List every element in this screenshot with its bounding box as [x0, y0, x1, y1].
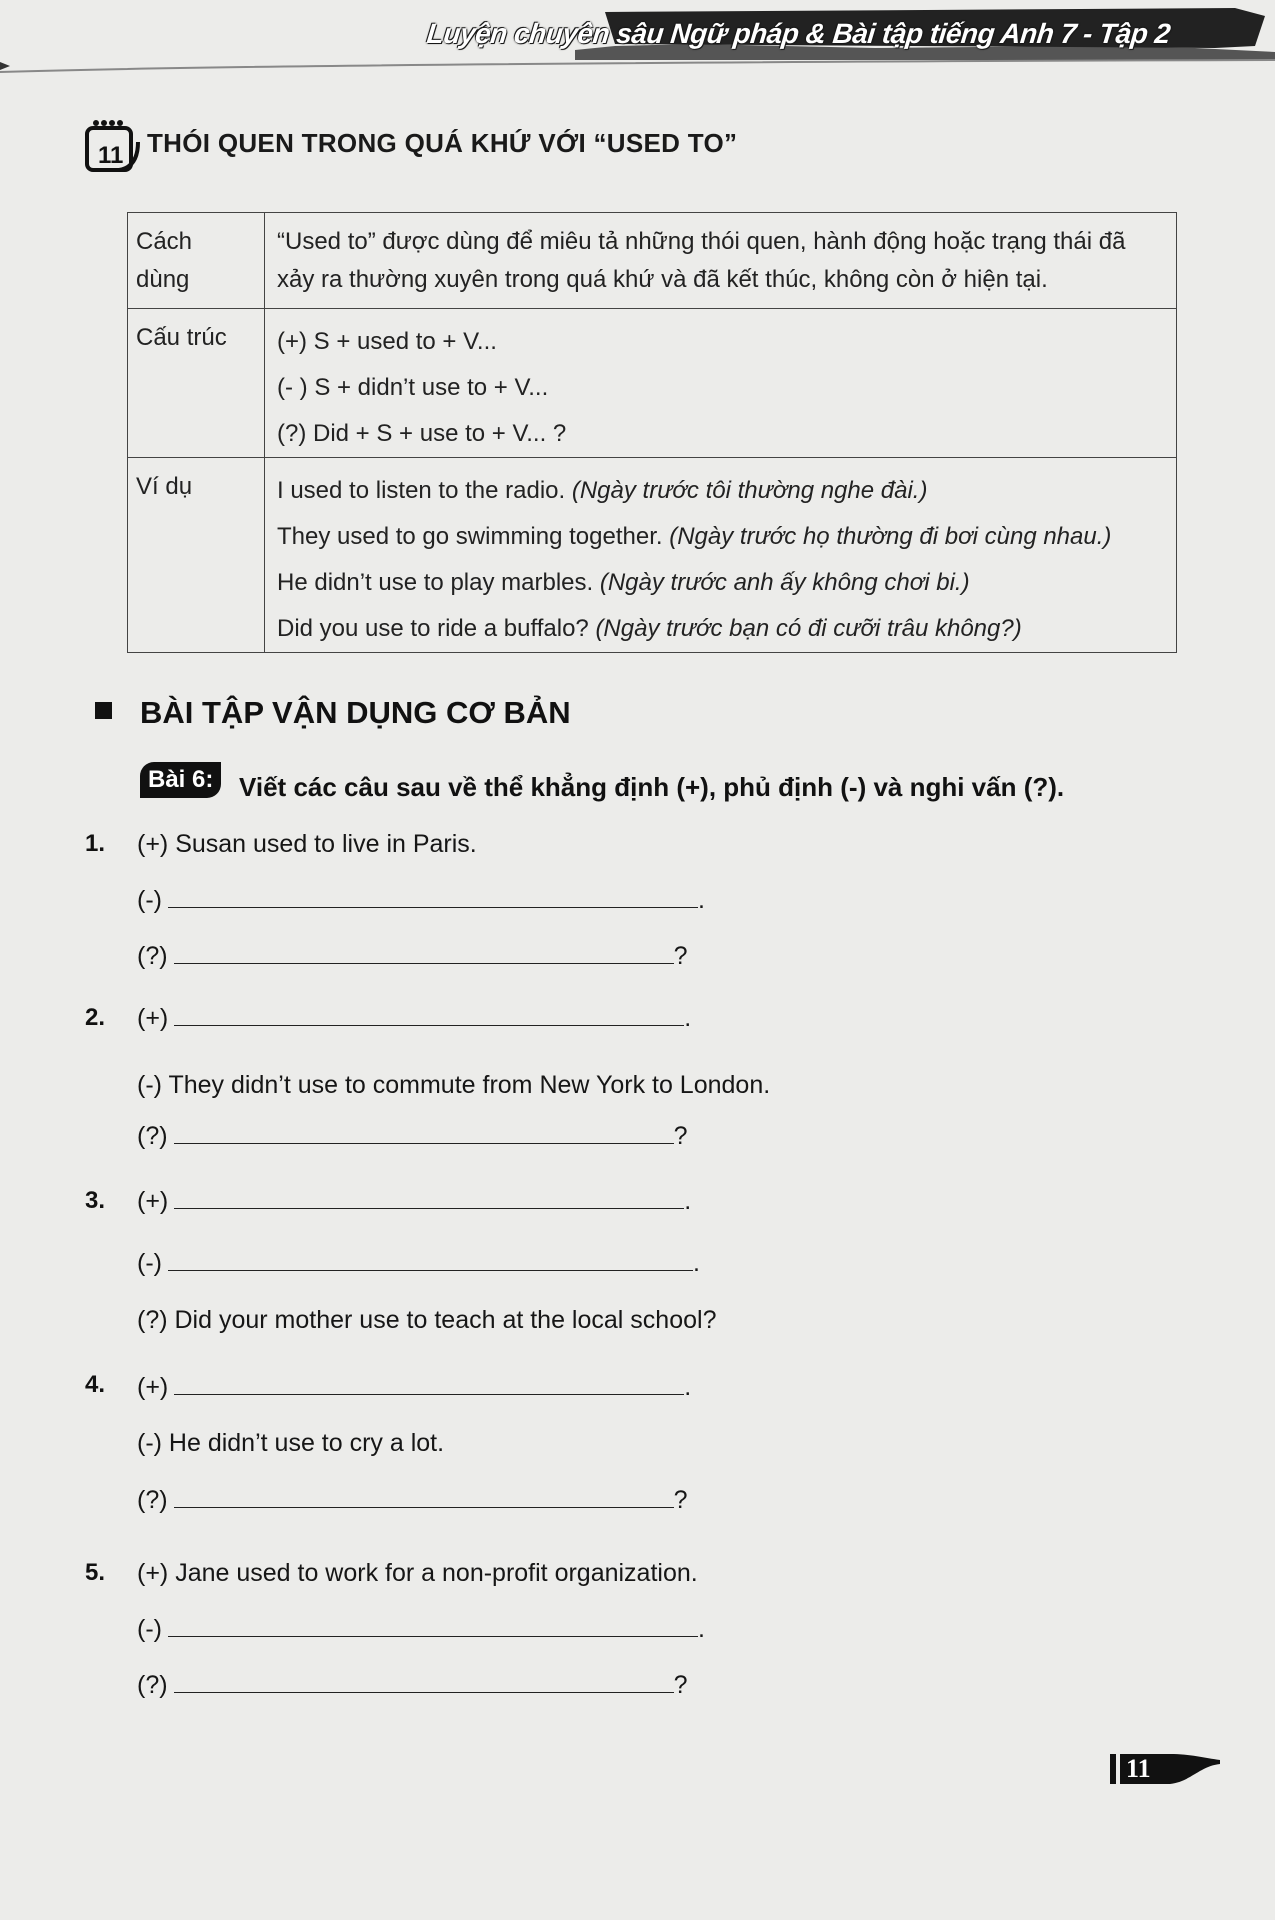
answer-line: (+) .	[137, 1373, 692, 1401]
answer-blank[interactable]	[168, 907, 698, 908]
header-rule	[0, 54, 1275, 84]
answer-line: (-) .	[137, 886, 705, 914]
answer-blank[interactable]	[168, 1270, 693, 1271]
answer-line: (+) .	[137, 1004, 692, 1032]
book-title: Luyện chuyên sâu Ngữ pháp & Bài tập tiếng Anh 7 - Tập 2	[425, 18, 1172, 49]
answer-line: (?) ?	[137, 1122, 688, 1150]
grammar-table	[127, 212, 1177, 653]
examples-list	[265, 458, 1177, 653]
answer-blank[interactable]	[174, 1143, 674, 1144]
answer-blank[interactable]	[174, 963, 674, 964]
example-item: Did you use to ride a buffalo? (Ngày trước bạn có đi cưỡi trâu không?)	[277, 615, 1022, 642]
example-item: They used to go swimming together. (Ngày trước họ thường đi bơi cùng nhau.)	[277, 523, 1112, 550]
example-item: I used to listen to the radio. (Ngày trước tôi thường nghe đài.)	[277, 477, 928, 504]
item-number: 4.	[85, 1371, 106, 1398]
given-sentence: (-) They didn’t use to commute from New York to London.	[137, 1071, 771, 1099]
page-number: 11	[1126, 1754, 1151, 1783]
answer-line: (?) ?	[137, 942, 688, 970]
section-bullet	[95, 702, 112, 719]
answer-blank[interactable]	[168, 1636, 698, 1637]
usage-row	[128, 213, 1177, 309]
item-number: 1.	[85, 830, 106, 857]
usage-label: Cách dùng	[128, 213, 265, 309]
answer-blank[interactable]	[174, 1507, 674, 1508]
answer-line: (?) ?	[137, 1671, 688, 1699]
exercise-instruction: Viết các câu sau về thể khẳng định (+), phủ định (-) và nghi vấn (?).	[239, 772, 1065, 802]
section-number: 11	[98, 142, 124, 169]
answer-line: (-) .	[137, 1615, 705, 1643]
section-title: THÓI QUEN TRONG QUÁ KHỨ VỚI “USED TO”	[147, 128, 738, 158]
page-number-tab	[1110, 1752, 1220, 1786]
given-sentence: (-) He didn’t use to cry a lot.	[137, 1429, 445, 1457]
answer-blank[interactable]	[174, 1208, 684, 1209]
answer-blank[interactable]	[174, 1025, 684, 1026]
formula-negative: (- ) S + didn’t use to + V...	[277, 374, 549, 401]
given-sentence: (+) Susan used to live in Paris.	[137, 830, 477, 858]
item-number: 3.	[85, 1187, 106, 1214]
answer-blank[interactable]	[174, 1394, 684, 1395]
item-number: 2.	[85, 1004, 106, 1031]
calendar-icon	[84, 118, 140, 176]
exercise-heading: BÀI TẬP VẬN DỤNG CƠ BẢN	[140, 695, 571, 730]
exercise-badge: Bài 6:	[140, 762, 221, 798]
structure-row	[128, 309, 1177, 458]
answer-blank[interactable]	[174, 1692, 674, 1693]
given-sentence: (+) Jane used to work for a non-profit organization.	[137, 1559, 698, 1587]
formula-affirmative: (+) S + used to + V...	[277, 328, 497, 355]
formula-question: (?) Did + S + use to + V... ?	[277, 420, 567, 447]
examples-row	[128, 458, 1177, 653]
given-sentence: (?) Did your mother use to teach at the local school?	[137, 1306, 717, 1334]
answer-line: (?) ?	[137, 1486, 688, 1514]
answer-line: (-) .	[137, 1249, 700, 1277]
answer-line: (+) .	[137, 1187, 692, 1215]
examples-label: Ví dụ	[128, 458, 265, 653]
item-number: 5.	[85, 1559, 106, 1586]
usage-text: “Used to” được dùng để miêu tả những thói quen, hành động hoặc trạng thái đã xảy ra thường xuyên trong quá khứ và đã kết thúc, không còn ở hiện tại.	[265, 213, 1177, 309]
structure-formulas	[265, 309, 1177, 458]
example-item: He didn’t use to play marbles. (Ngày trước anh ấy không chơi bi.)	[277, 569, 970, 596]
structure-label: Cấu trúc	[128, 309, 265, 458]
